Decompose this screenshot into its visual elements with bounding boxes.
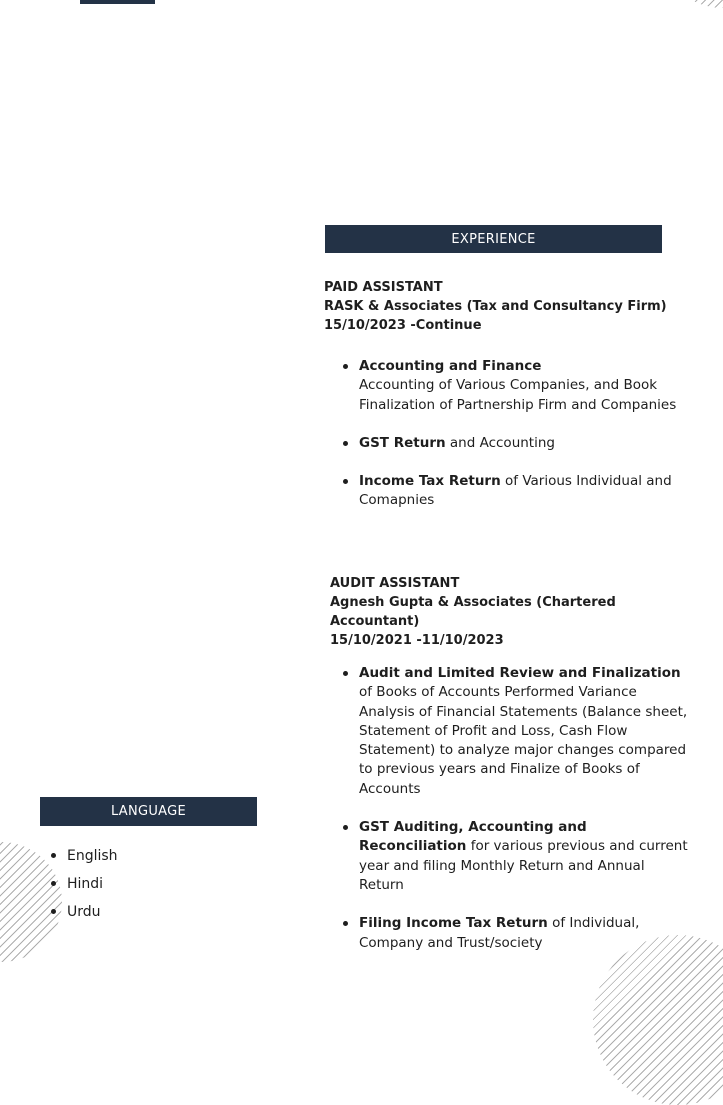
job-title: AUDIT ASSISTANT: [330, 576, 460, 591]
duty-heading: GST Return: [359, 434, 446, 451]
duty-heading: GST Auditing, Accounting and Reconciliation: [359, 819, 587, 855]
list-item: [343, 914, 688, 953]
duty-text: of Books of Accounts Performed Variance Analysis of Financial Statements (Balance sheet, Statement of Profit and Loss, Cash Flow Statement) to analyze major changes compared to previous years and Finalize of Books of Accounts: [359, 684, 688, 797]
language-item: Hindi: [51, 870, 118, 898]
duty-text: of Various Individual and Comapnies: [359, 473, 672, 509]
list-item: [343, 357, 688, 415]
list-item: [343, 818, 688, 895]
language-item: English: [51, 842, 118, 870]
job-dates: 15/10/2023 -Continue: [324, 318, 482, 333]
duty-heading: Audit and Limited Review and Finalization: [359, 665, 681, 681]
decorative-hatch-top: [663, 0, 723, 8]
job-dates: 15/10/2021 -11/10/2023: [330, 633, 504, 648]
list-item: [343, 664, 688, 799]
job-paid-assistant: [324, 278, 667, 335]
duty-heading: Filing Income Tax Return: [359, 915, 548, 932]
duty-text: Accounting of Various Companies, and Book Finalization of Partnership Firm and Companies: [359, 377, 677, 413]
experience-header: EXPERIENCE: [325, 225, 662, 253]
language-list: [51, 842, 118, 926]
job-2-duties: [343, 664, 688, 972]
language-item: Urdu: [51, 898, 118, 926]
duty-heading: Accounting and Finance: [359, 358, 542, 374]
top-accent-bar: [80, 0, 155, 4]
job-company: RASK & Associates (Tax and Consultancy Firm): [324, 299, 667, 314]
job-1-duties: [343, 357, 688, 530]
duty-text: and Accounting: [445, 434, 555, 451]
job-company: Agnesh Gupta & Associates (Chartered Accountant): [330, 595, 616, 629]
duty-heading: Income Tax Return: [359, 473, 501, 490]
list-item: [343, 434, 688, 453]
duty-text: for various previous and current year and filing Monthly Return and Annual Return: [359, 838, 688, 893]
language-header: LANGUAGE: [40, 797, 257, 826]
job-audit-assistant: [330, 574, 660, 650]
list-item: [343, 472, 688, 511]
duty-text: of Individual, Company and Trust/society: [359, 915, 640, 951]
job-title: PAID ASSISTANT: [324, 280, 443, 295]
